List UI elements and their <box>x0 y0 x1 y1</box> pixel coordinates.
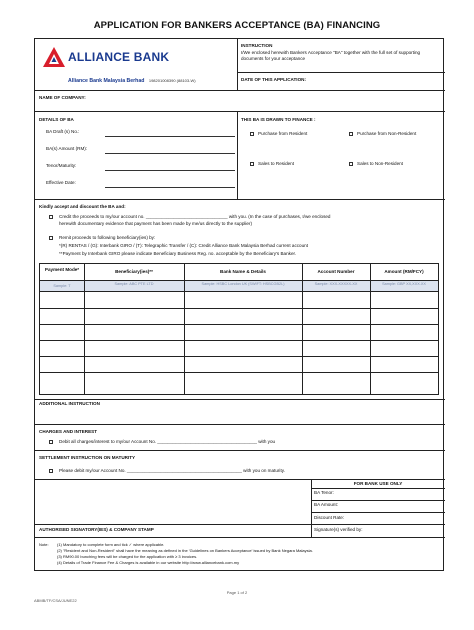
credit-proceeds-line2: herewith documentary evidence that payment has been made by me/us directly to the supplier) <box>59 221 253 226</box>
purchase-resident-checkbox[interactable] <box>250 132 254 136</box>
bank-use-discount-rate: Discount Rate: <box>314 515 345 520</box>
date-of-application-label: DATE OF THIS APPLICATION: <box>241 77 306 82</box>
note-item-1: (1) Mandatory to complete form and tick ✓ where applicable. <box>57 542 165 547</box>
drawn-heading: THIS BA IS DRAWN TO FINANCE : <box>241 117 316 122</box>
payment-modes: *(R) RENTAS / (G): Interbank GIRO / (T): Telegraphic Transfer / (C): Credit Alliance Bank Malaysia Berhad current account <box>59 243 308 248</box>
bank-logo <box>41 46 231 84</box>
tenor-field[interactable] <box>105 170 235 171</box>
bank-subname: Alliance Bank Malaysia Berhad <box>68 78 145 84</box>
beneficiary-table <box>39 263 439 395</box>
company-name-field[interactable] <box>95 93 441 105</box>
bank-name: ALLIANCE BANK <box>68 50 170 64</box>
notes-label: Note: <box>39 542 49 547</box>
effective-date-label: Effective Date: <box>46 180 76 185</box>
instruction-heading: INSTRUCTION <box>241 43 273 48</box>
col-beneficiary: Beneficiary(ies)** <box>115 269 153 274</box>
sample-bank-name: Sample: HSBC London UK (SWIFT: HSBCGB2L) <box>201 282 285 286</box>
settlement-heading: SETTLEMENT INSTRUCTION ON MATURITY <box>39 455 136 460</box>
bank-reg-no: 198201008390 (88103-W) <box>148 78 196 83</box>
instruction-text: I/We enclosed herewith Bankers Acceptance "BA" together with the full set of supporting documents for your acceptance <box>241 50 421 61</box>
details-heading: DETAILS OF BA <box>39 117 74 122</box>
ba-amount-label: BA(s) Amount (RM): <box>46 146 88 151</box>
signatory-label: AUTHORISED SIGNATORY(IES) & COMPANY STAMP <box>39 527 154 532</box>
charges-heading: CHARGES AND INTEREST <box>39 429 98 434</box>
bank-use-ba-tenor: BA Tenor: <box>314 490 334 495</box>
note-item-2: (2) "Resident and Non-Resident" shall have the meaning as defined in the 'Guidelines on Bankers Acceptance' issued by Bank Negara Malaysia. <box>57 548 313 553</box>
col-payment-mode: Payment Mode* <box>44 267 80 272</box>
credit-proceeds-checkbox[interactable] <box>49 215 53 219</box>
settlement-debit-line: Please debit my/our Account No. _____________________________________________ with you on maturity. <box>59 468 285 473</box>
effective-date-field[interactable] <box>105 187 235 188</box>
sales-resident-checkbox[interactable] <box>250 162 254 166</box>
settlement-debit-checkbox[interactable] <box>49 469 53 473</box>
note-item-3: (3) RM90.00 bunching fees will be charged for the application with ≥ 3 invoices. <box>57 554 198 559</box>
date-of-application-field[interactable] <box>345 75 441 85</box>
form-code: ABMB/TF/CSA/JUNE22 <box>34 598 77 603</box>
additional-heading: ADDITIONAL INSTRUCTION <box>39 401 100 406</box>
col-account-number: Account Number <box>317 269 355 274</box>
sales-nonresident-checkbox[interactable] <box>349 162 353 166</box>
alliance-logo-icon <box>43 47 65 67</box>
bank-use-ba-amount: BA Amount: <box>314 502 339 507</box>
bank-use-heading: FOR BANK USE ONLY <box>353 481 403 486</box>
ba-draft-field[interactable] <box>105 136 235 137</box>
page-number: Page 1 of 2 <box>226 590 248 595</box>
col-amount: Amount (RM/FCY) <box>384 269 424 274</box>
discount-heading: Kindly accept and discount the BA and: <box>39 204 126 209</box>
bank-use-signature-verified: Signature(s) verified by: <box>314 527 363 532</box>
ba-amount-field[interactable] <box>105 153 235 154</box>
form-title: APPLICATION FOR BANKERS ACCEPTANCE (BA) FINANCING <box>93 20 381 31</box>
additional-field[interactable] <box>39 409 439 421</box>
ba-draft-label: BA Draft (s) No.: <box>46 129 80 134</box>
purchase-nonresident-label: Purchase from Non-Resident <box>357 131 417 136</box>
giro-note: **Payment by Interbank GIRO please indicate Beneficiary Business Reg. no. acceptable by the Beneficiary's Banker. <box>59 251 297 256</box>
debit-charges-checkbox[interactable] <box>49 440 53 444</box>
purchase-nonresident-checkbox[interactable] <box>349 132 353 136</box>
credit-proceeds-line1: Credit the proceeds to my/our account no. ________________________________ with you. (In the case of purchases, I/we enclosed <box>59 214 331 219</box>
sample-account-number: Sample: XXX-XXXXX-XX <box>314 282 358 286</box>
company-name-label: NAME OF COMPANY: <box>39 95 86 100</box>
sales-nonresident-label: Sales to Non-Resident <box>357 161 403 166</box>
remit-proceeds-checkbox[interactable] <box>49 236 53 240</box>
remit-proceeds-label: Remit proceeds to following beneficiary(ies) by: <box>59 235 156 240</box>
sample-beneficiary: Sample: ABC PTE LTD <box>114 282 154 286</box>
bank-use-box <box>311 479 445 537</box>
tenor-label: Tenor/Maturity: <box>46 163 77 168</box>
sample-amount: Sample: GBP XX,XXX.XX <box>382 282 426 286</box>
sales-resident-label: Sales to Resident <box>258 161 295 166</box>
purchase-resident-label: Purchase from Resident <box>258 131 308 136</box>
debit-charges-line: Debit all charges/interest to my/our Account No. _______________________________________ with you <box>59 439 276 444</box>
col-bank-name: Bank Name & Details <box>220 269 266 274</box>
sample-payment-mode: Sample: T <box>53 284 71 288</box>
note-item-4: (4) Details of Trade Finance Fee & Charges is available in our website http://www.alliancebank.com.my <box>57 560 240 565</box>
form-frame <box>34 38 444 571</box>
signatory-area[interactable] <box>39 483 307 521</box>
